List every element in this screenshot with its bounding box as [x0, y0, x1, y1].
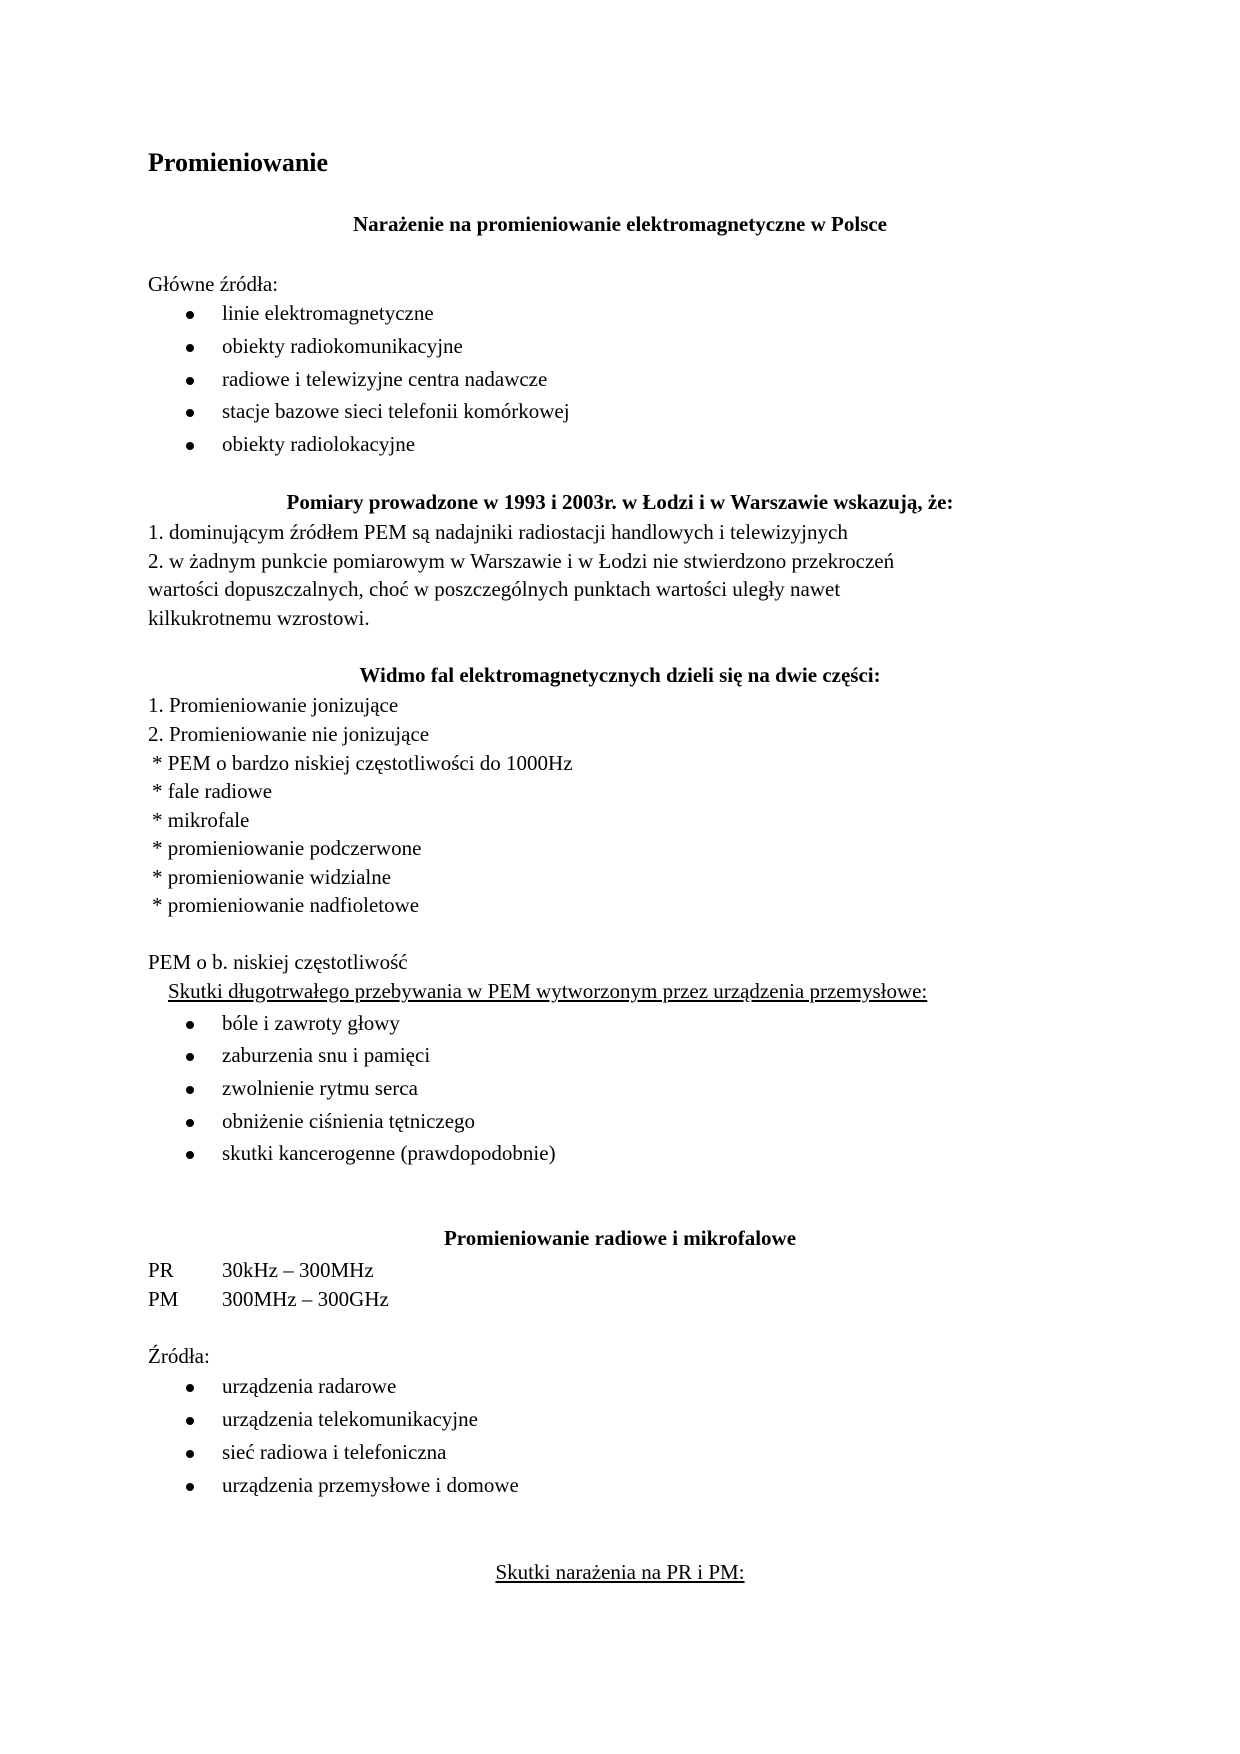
page-title: Promieniowanie: [148, 148, 329, 177]
sublist-item: * promieniowanie podczerwone: [152, 836, 422, 860]
sublist-item: * PEM o bardzo niskiej częstotliwości do 1000Hz: [152, 751, 573, 775]
range-value-pm: 300MHz – 300GHz: [222, 1287, 389, 1311]
sublist-item: * mikrofale: [152, 808, 250, 832]
effects-subheading: Skutki długotrwałego przebywania w PEM wytworzonym przez urządzenia przemysłowe:: [168, 979, 928, 1003]
bullet-icon: [186, 377, 194, 385]
low-frequency-intro: PEM o b. niskiej częstotliwość: [148, 950, 408, 974]
section-heading-effects-pr-pm: Skutki narażenia na PR i PM:: [495, 1560, 745, 1584]
bullet-icon: [186, 1021, 194, 1029]
section-heading-measurements: Pomiary prowadzone w 1993 i 2003r. w Łodzi i w Warszawie wskazują, że:: [286, 490, 954, 514]
bullet-icon: [186, 1053, 194, 1061]
paragraph-line: kilkukrotnemu wzrostowi.: [148, 606, 370, 630]
list-line: 1. Promieniowanie jonizujące: [148, 693, 399, 717]
document-page: Promieniowanie Narażenie na promieniowanie elektromagnetyczne w Polsce Główne źródła: linie elektromagnetyczne obiekty radiokomunikacyjne radiowe i telewizyjne centra nadawcze stacje bazowe sieci telefonii komórkowej obiekty radiolokacyjne Pomiary prowadzone w 1993 i 2003r. w Łodzi i w Warszawie wskazują, że: 1. dominującym źródłem PEM są nadajniki radiostacji handlowych i telewizyjnych 2. w żadnym punkcie pomiarowym w Warszawie i w Łodzi nie stwierdzono przekroczeń wartości dopuszczalnych, choć w poszczególnych punktach wartości uległy nawet kilkukrotnemu wzrostowi. Widmo fal elektromagnetycznych dzieli się na dwie części: 1. Promieniowanie jonizujące 2. Promieniowanie nie jonizujące * PEM o bardzo niskiej częstotliwości do 1000Hz * fale radiowe * mikrofale * promieniowanie podczerwone * promieniowanie widzialne * promieniowanie nadfioletowe PEM o b. niskiej częstotliwość Skutki długotrwałego przebywania w PEM wytworzonym przez urządzenia przemysłowe: bóle i zawroty głowy zaburzenia snu i pamięci zwolnienie rytmu serca obniżenie ciśnienia tętniczego skutki kancerogenne (prawdopodobnie) Promieniowanie radiowe i mikrofalowe PR 30kHz – 300MHz PM 300MHz – 300GHz Źródła: urządzenia radarowe urządzenia telekomunikacyjne sieć radiowa i telefoniczna urządzenia przemysłowe i domowe Skutki narażenia na PR i PM:: [0, 0, 1240, 1754]
bullet-icon: [186, 1086, 194, 1094]
bullet-icon: [186, 1119, 194, 1127]
section-heading-radio-microwave: Promieniowanie radiowe i mikrofalowe: [443, 1226, 797, 1250]
sources-intro: Źródła:: [148, 1344, 210, 1368]
section-heading-exposure: Narażenie na promieniowanie elektromagnetyczne w Polsce: [352, 212, 888, 236]
bullet-icon: [186, 344, 194, 352]
bullet-icon: [186, 1483, 194, 1491]
sublist-item: * fale radiowe: [152, 779, 273, 803]
sublist-item: * promieniowanie nadfioletowe: [152, 893, 420, 917]
section-heading-spectrum: Widmo fal elektromagnetycznych dzieli się na dwie części:: [359, 663, 881, 687]
bullet-icon: [186, 1450, 194, 1458]
range-label-pm: PM: [148, 1287, 179, 1311]
range-value-pr: 30kHz – 300MHz: [222, 1258, 374, 1282]
paragraph-line: 1. dominującym źródłem PEM są nadajniki radiostacji handlowych i telewizyjnych: [148, 520, 848, 544]
bullet-icon: [186, 311, 194, 319]
bullet-icon: [186, 1417, 194, 1425]
range-label-pr: PR: [148, 1258, 174, 1282]
bullet-icon: [186, 409, 194, 417]
bullet-icon: [186, 1384, 194, 1392]
bullet-icon: [186, 442, 194, 450]
sources-intro: Główne źródła:: [148, 272, 279, 296]
paragraph-line: wartości dopuszczalnych, choć w poszczególnych punktach wartości uległy nawet: [148, 577, 841, 601]
bullet-icon: [186, 1151, 194, 1159]
paragraph-line: 2. w żadnym punkcie pomiarowym w Warszawie i w Łodzi nie stwierdzono przekroczeń: [148, 549, 895, 573]
sublist-item: * promieniowanie widzialne: [152, 865, 392, 889]
list-line: 2. Promieniowanie nie jonizujące: [148, 722, 430, 746]
